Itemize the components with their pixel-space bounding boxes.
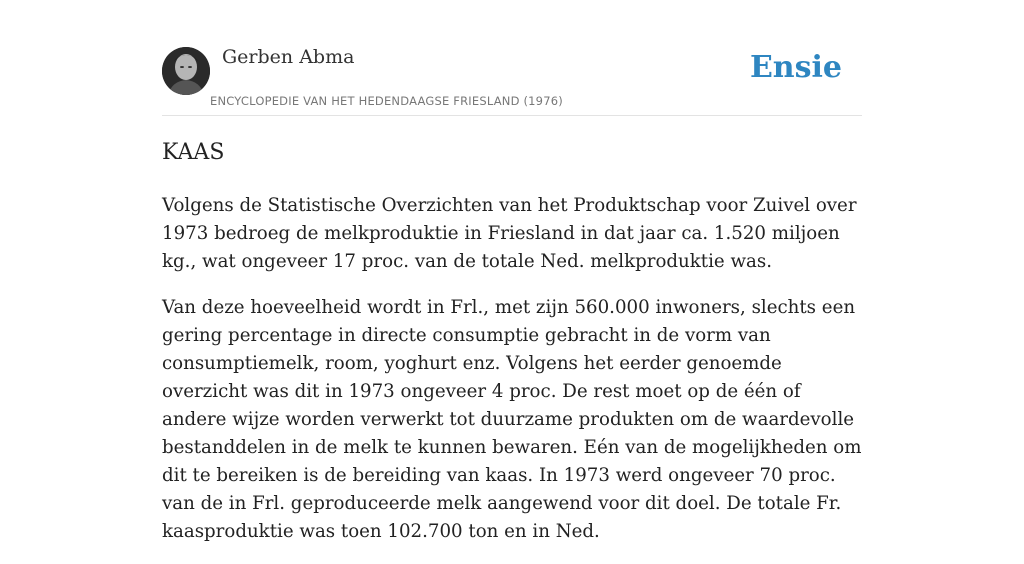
article-body xyxy=(162,192,862,564)
author-avatar[interactable] xyxy=(162,47,210,95)
source-title[interactable]: ENCYCLOPEDIE VAN HET HEDENDAAGSE FRIESLAND (1976) xyxy=(210,94,563,108)
article-title: KAAS xyxy=(162,140,225,165)
header-divider xyxy=(162,115,862,116)
author-name[interactable]: Gerben Abma xyxy=(222,46,355,68)
brand-logo[interactable]: Ensie xyxy=(749,50,842,85)
article-paragraph: Volgens de Statistische Overzichten van het Produktschap voor Zuivel over 1973 bedroeg de melkproduktie in Friesland in dat jaar ca. 1.520 miljoen kg., wat ongeveer 17 proc. van de totale Ned. melkproduktie was. xyxy=(162,195,857,272)
portrait-image xyxy=(162,47,210,95)
article-paragraph: Van deze hoeveelheid wordt in Frl., met zijn 560.000 inwoners, slechts een gering percentage in directe consumptie gebracht in de vorm van consumptiemelk, room, yoghurt enz. Volgens het eerder genoemde overzicht was dit in 1973 ongeveer 4 proc. De rest moet op de één of andere wijze worden verwerkt tot duurzame produkten om de waardevolle bestanddelen in de melk te kunnen bewaren. Eén van de mogelijkheden om dit te bereiken is de bereiding van kaas. In 1973 werd ongeveer 70 proc. van de in Frl. geproduceerde melk aangewend voor dit doel. De totale Fr. kaasproduktie was toen 102.700 ton en in Ned. xyxy=(162,297,862,542)
